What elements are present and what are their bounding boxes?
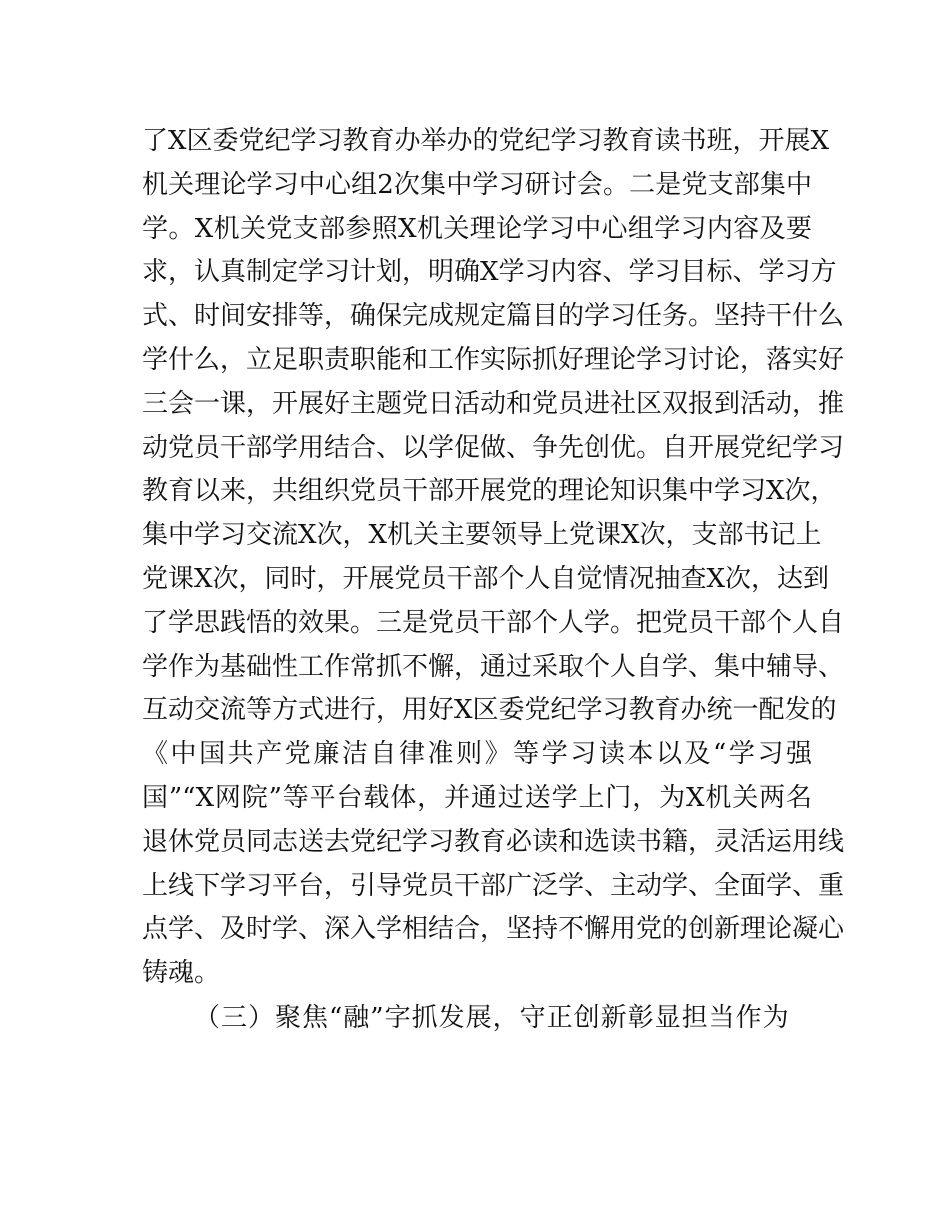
paragraph-line: 互动交流等方式进行，用好X区委党纪学习教育办统一配发的: [142, 695, 837, 726]
paragraph-line: 铸魂。: [142, 958, 221, 989]
paragraph-line: 上线下学习平台，引导党员干部广泛学、主动学、全面学、重: [142, 870, 845, 901]
paragraph-line: 党课X次，同时，开展党员干部个人自觉情况抽查X次，达到: [142, 563, 830, 594]
paragraph-line: 学什么，立足职责职能和工作实际抓好理论学习讨论，落实好: [142, 344, 845, 375]
paragraph-line: 三会一课，开展好主题党日活动和党员进社区双报到活动，推: [142, 388, 845, 419]
paragraph-line: 教育以来，共组织党员干部开展党的理论知识集中学习X次，: [142, 476, 837, 507]
section-heading: （三）聚焦“融”字抓发展，守正创新彰显担当作为: [194, 1003, 790, 1033]
paragraph-line: 机关理论学习中心组2次集中学习研讨会。二是党支部集中: [142, 169, 812, 200]
paragraph-line: 了学思践悟的效果。三是党员干部个人学。把党员干部个人自: [142, 607, 845, 638]
paragraph-line: 国”“X网院”等平台载体，并通过送学上门，为X机关两名: [142, 782, 812, 813]
paragraph-line: 点学、及时学、深入学相结合，坚持不懈用党的创新理论凝心: [142, 914, 845, 945]
paragraph-line: 《中国共产党廉洁自律准则》等学习读本以及“学习强: [142, 739, 812, 770]
paragraph-line: 了X区委党纪学习教育办举办的党纪学习教育读书班，开展X: [142, 126, 830, 156]
paragraph-line: 学。X机关党支部参照X机关理论学习中心组学习内容及要: [142, 213, 812, 244]
paragraph-line: 动党员干部学用结合、以学促做、争先创优。自开展党纪学习: [142, 432, 845, 463]
paragraph-line: 式、时间安排等，确保完成规定篇目的学习任务。坚持干什么: [142, 301, 845, 332]
paragraph-line: 集中学习交流X次，X机关主要领导上党课X次，支部书记上: [142, 520, 822, 551]
paragraph-line: 学作为基础性工作常抓不懈，通过采取个人自学、集中辅导、: [142, 651, 845, 682]
paragraph-line: 退休党员同志送去党纪学习教育必读和选读书籍，灵活运用线: [142, 826, 845, 857]
body-paragraph: [142, 120, 845, 996]
paragraph-line: 求，认真制定学习计划，明确X学习内容、学习目标、学习方: [142, 257, 837, 288]
